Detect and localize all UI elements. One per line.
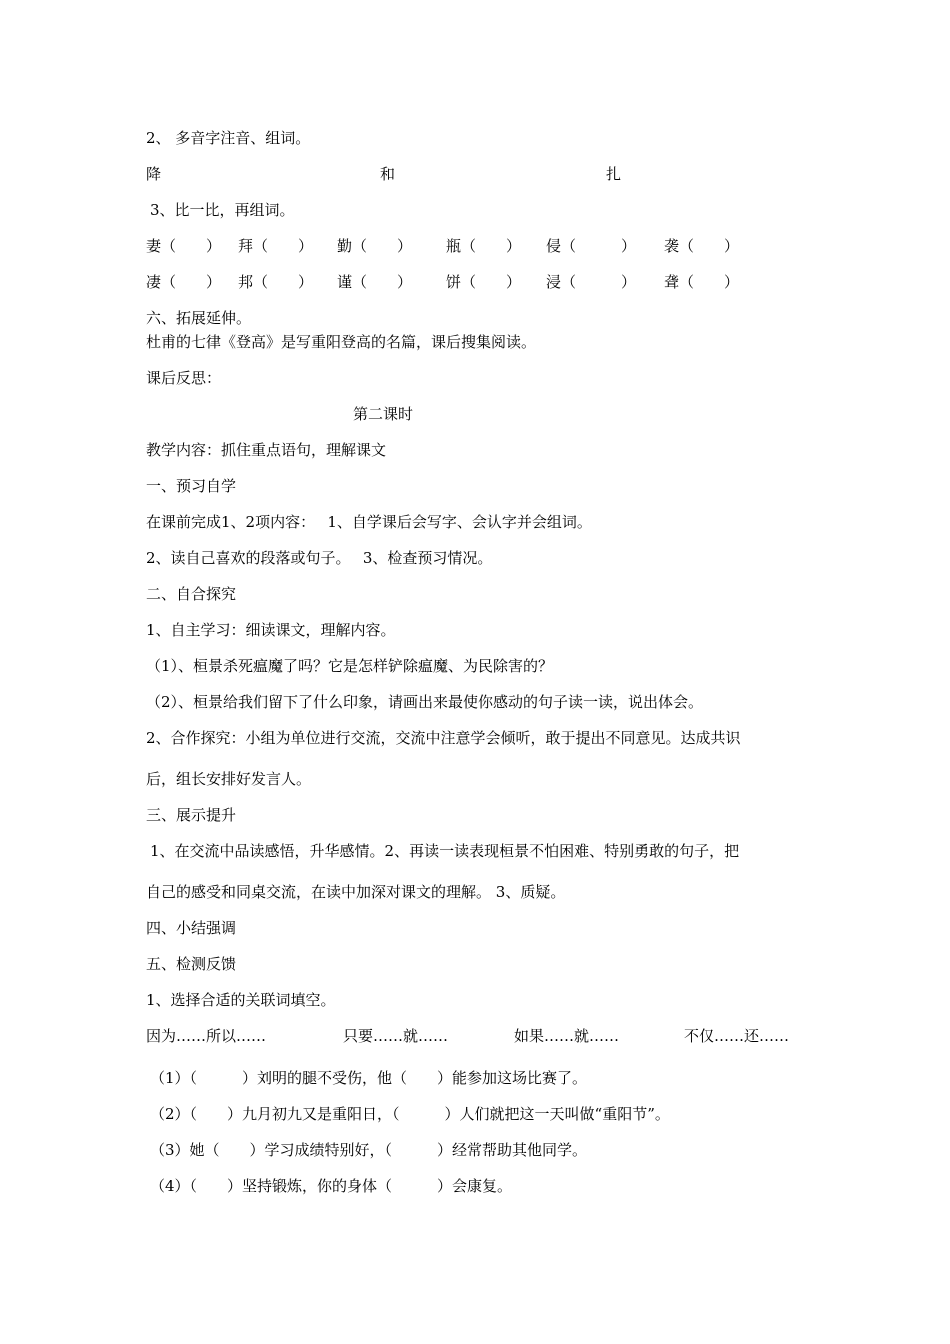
part-3-line-2: 自己的感受和同桌交流，在读中加深对课文的理解。 3、质疑。 — [146, 883, 566, 901]
part-5-title: 五、检测反馈 — [146, 955, 237, 973]
compare-item: 浸（ ） — [546, 273, 637, 291]
section-6-title: 六、拓展延伸。 — [146, 309, 252, 327]
part-2-line-2a: 2、合作探究：小组为单位进行交流，交流中注意学会倾听，敢于提出不同意见。达成共识 — [146, 729, 741, 747]
fill-item-3: （3）她（ ）学习成绩特别好，（ ）经常帮助其他同学。 — [150, 1141, 588, 1159]
part-2-line-1: 1、自主学习：细读课文，理解内容。 — [146, 621, 396, 639]
fill-item-2: （2）（ ）九月初九又是重阳日，（ ）人们就把这一天叫做“重阳节”。 — [150, 1105, 670, 1123]
fill-item-1: （1）（ ）刘明的腿不受伤，他（ ）能参加这场比赛了。 — [150, 1069, 588, 1087]
conjunction-option: 只要……就…… — [343, 1027, 449, 1045]
compare-item: 勤（ ） — [337, 237, 413, 255]
compare-item: 饼（ ） — [446, 273, 522, 291]
part-3-line-1: 1、在交流中品读感悟，升华感情。2、再读一读表现桓景不怕困难、特别勇敢的句子，把 — [150, 842, 740, 860]
part-1-title: 一、预习自学 — [146, 477, 237, 495]
conjunction-option: 不仅……还…… — [684, 1027, 790, 1045]
lesson-2-title: 第二课时 — [353, 405, 414, 423]
compare-item: 妻（ ） — [146, 237, 222, 255]
compare-item: 邦（ ） — [238, 273, 314, 291]
section-2-title: 2、 多音字注音、组词。 — [146, 129, 311, 147]
part-2-title: 二、自合探究 — [146, 585, 237, 603]
section-3-title: 3、比一比，再组词。 — [150, 201, 295, 219]
part-3-title: 三、展示提升 — [146, 806, 237, 824]
compare-item: 凄（ ） — [146, 273, 222, 291]
part-4-title: 四、小结强调 — [146, 919, 237, 937]
part-2-question-2: （2）、桓景给我们留下了什么印象，请画出来最使你感动的句子读一读，说出体会。 — [146, 693, 704, 711]
part-5-line-1: 1、选择合适的关联词填空。 — [146, 991, 336, 1009]
section-6-text: 杜甫的七律《登高》是写重阳登高的名篇，课后搜集阅读。 — [146, 333, 537, 351]
compare-item: 袭（ ） — [664, 237, 740, 255]
part-2-question-1: （1）、桓景杀死瘟魔了吗？它是怎样铲除瘟魔、为民除害的？ — [146, 657, 554, 675]
compare-item: 瓶（ ） — [446, 237, 522, 255]
part-2-line-2b: 后，组长安排好发言人。 — [146, 770, 312, 788]
part-1-line-2: 2、读自己喜欢的段落或句子。 3、检查预习情况。 — [146, 549, 493, 567]
compare-item: 谨（ ） — [337, 273, 413, 291]
part-1-line-1: 在课前完成1、2项内容： 1、自学课后会写字、会认字并会组词。 — [146, 513, 592, 531]
reflection-label: 课后反思： — [146, 369, 222, 387]
polyphonic-char-1: 降 — [146, 165, 162, 183]
fill-item-4: （4）（ ）坚持锻炼，你的身体（ ）会康复。 — [150, 1177, 513, 1195]
compare-item: 聋（ ） — [664, 273, 740, 291]
compare-item: 侵（ ） — [546, 237, 637, 255]
polyphonic-char-2: 和 — [380, 165, 396, 183]
conjunction-option: 如果……就…… — [514, 1027, 620, 1045]
compare-item: 拜（ ） — [238, 237, 314, 255]
teaching-content: 教学内容：抓住重点语句，理解课文 — [146, 441, 387, 459]
polyphonic-char-3: 扎 — [606, 165, 622, 183]
conjunction-option: 因为……所以…… — [146, 1027, 267, 1045]
